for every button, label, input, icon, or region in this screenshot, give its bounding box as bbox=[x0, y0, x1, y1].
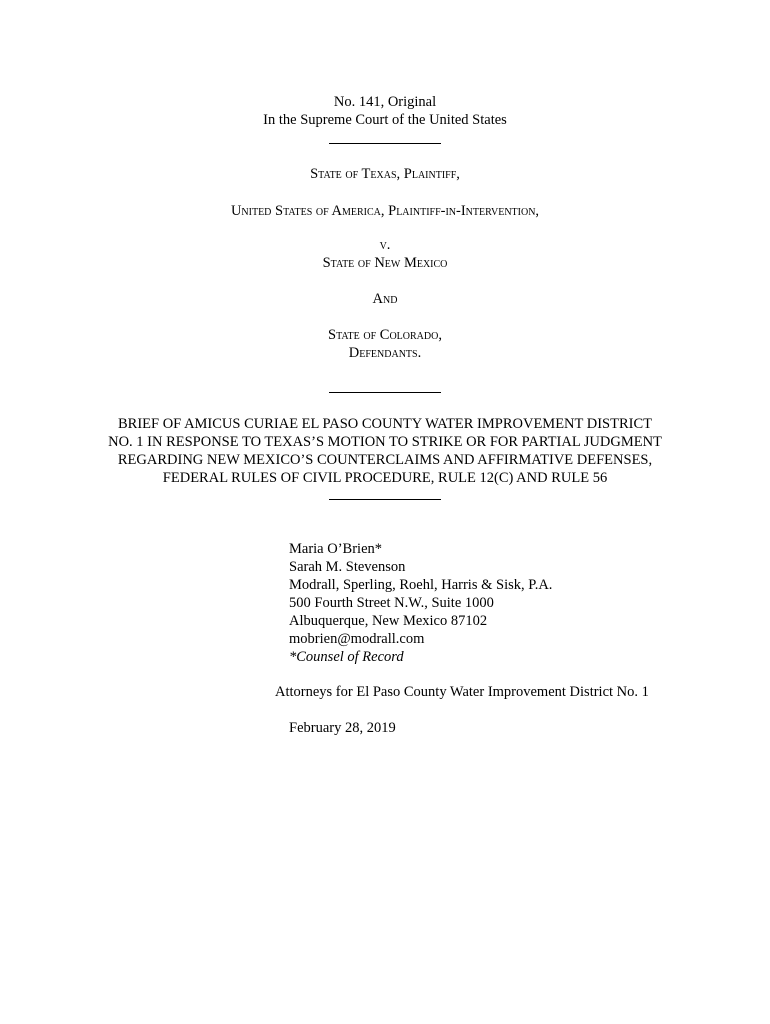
counsel-of-record-note: *Counsel of Record bbox=[289, 649, 404, 665]
address-line: Albuquerque, New Mexico 87102 bbox=[289, 613, 488, 629]
divider-rule bbox=[329, 499, 441, 500]
defendant-new-mexico: State of New Mexico bbox=[322, 255, 448, 271]
intervenor-line: United States of America, Plaintiff-in-Intervention, bbox=[230, 203, 540, 219]
defendants-label: Defendants. bbox=[348, 345, 422, 361]
filing-date: February 28, 2019 bbox=[289, 720, 396, 736]
address-line: 500 Fourth Street N.W., Suite 1000 bbox=[289, 595, 494, 611]
plaintiff-line: State of Texas, Plaintiff, bbox=[310, 166, 460, 182]
brief-title bbox=[60, 415, 710, 487]
brief-title-line: NO. 1 IN RESPONSE TO TEXAS’S MOTION TO STRIKE OR FOR PARTIAL JUDGMENT bbox=[108, 434, 662, 450]
attorneys-for: Attorneys for El Paso County Water Improvement District No. 1 bbox=[275, 684, 649, 700]
divider-rule bbox=[329, 392, 441, 393]
court-name: In the Supreme Court of the United States bbox=[263, 112, 507, 128]
versus-line: v. bbox=[379, 237, 391, 253]
divider-rule bbox=[329, 143, 441, 144]
email-address: mobrien@modrall.com bbox=[289, 631, 425, 647]
counsel-block bbox=[289, 540, 709, 666]
case-number: No. 141, Original bbox=[333, 94, 437, 110]
and-line: And bbox=[372, 291, 398, 307]
counsel-name: Sarah M. Stevenson bbox=[289, 559, 406, 575]
counsel-name: Maria O’Brien* bbox=[289, 541, 383, 557]
brief-title-line: BRIEF OF AMICUS CURIAE EL PASO COUNTY WATER IMPROVEMENT DISTRICT bbox=[117, 416, 652, 432]
defendant-colorado: State of Colorado, bbox=[328, 327, 442, 343]
law-firm: Modrall, Sperling, Roehl, Harris & Sisk, P.A. bbox=[289, 577, 553, 593]
brief-title-line: REGARDING NEW MEXICO’S COUNTERCLAIMS AND AFFIRMATIVE DEFENSES, bbox=[117, 452, 653, 468]
brief-title-line: FEDERAL RULES OF CIVIL PROCEDURE, RULE 12(C) AND RULE 56 bbox=[162, 470, 608, 486]
